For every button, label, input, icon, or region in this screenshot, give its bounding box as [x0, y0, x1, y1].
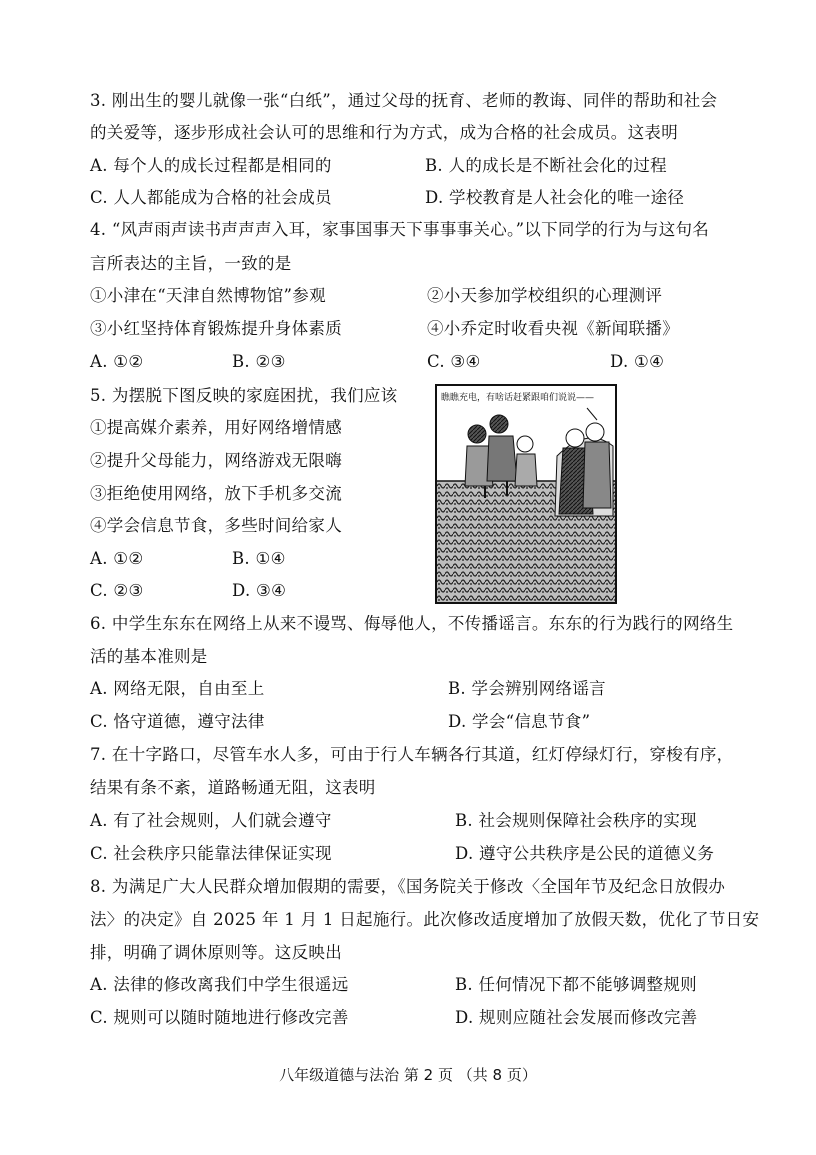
q5-item-2: ②提升父母能力，网络游戏无限嗨: [90, 451, 342, 470]
q4-option-b[interactable]: B. ②③: [232, 352, 286, 371]
q5-option-c[interactable]: C. ②③: [90, 581, 144, 600]
q8-stem-line3: 排，明确了调休原则等。这反映出: [90, 943, 342, 962]
page-footer: 八年级道德与法治 第 2 页 （共 8 页）: [279, 1066, 537, 1084]
q4-option-a[interactable]: A. ①②: [90, 352, 144, 371]
q5-option-d[interactable]: D. ③④: [232, 581, 287, 600]
q4-item-4: ④小乔定时收看央视《新闻联播》: [427, 319, 679, 338]
q5-option-a[interactable]: A. ①②: [90, 549, 144, 568]
q6-option-b[interactable]: B. 学会辨别网络谣言: [448, 679, 606, 698]
q6-stem-line1: 6. 中学生东东在网络上从来不谩骂、侮辱他人，不传播谣言。东东的行为践行的网络生: [90, 614, 734, 633]
q6-option-a[interactable]: A. 网络无限，自由至上: [90, 679, 265, 698]
q3-stem-line2: 的关爱等，逐步形成社会认可的思维和行为方式，成为合格的社会成员。这表明: [90, 123, 678, 142]
q7-stem-line1: 7. 在十字路口，尽管车水人多，可由于行人车辆各行其道，红灯停绿灯行，穿梭有序，: [90, 745, 734, 764]
q5-stem-line1: 5. 为摆脱下图反映的家庭困扰，我们应该: [90, 386, 398, 405]
q7-option-c[interactable]: C. 社会秩序只能靠法律保证实现: [90, 844, 332, 863]
q5-item-1: ①提高媒介素养，用好网络增情感: [90, 418, 342, 437]
cartoon-drawing: [437, 386, 615, 602]
q7-stem-line2: 结果有条不紊，道路畅通无阻，这表明: [90, 778, 376, 797]
q4-option-c[interactable]: C. ③④: [427, 352, 481, 371]
q3-option-b[interactable]: B. 人的成长是不断社会化的过程: [425, 156, 667, 175]
q5-item-3: ③拒绝使用网络，放下手机多交流: [90, 484, 342, 503]
q3-option-a[interactable]: A. 每个人的成长过程都是相同的: [90, 156, 332, 175]
q6-option-d[interactable]: D. 学会“信息节食”: [448, 712, 591, 731]
q8-option-a[interactable]: A. 法律的修改离我们中学生很遥远: [90, 975, 349, 994]
q3-option-c[interactable]: C. 人人都能成为合格的社会成员: [90, 188, 332, 207]
q8-option-c[interactable]: C. 规则可以随时随地进行修改完善: [90, 1008, 349, 1027]
q5-option-b[interactable]: B. ①④: [232, 549, 286, 568]
q7-option-b[interactable]: B. 社会规则保障社会秩序的实现: [455, 811, 697, 830]
q7-option-d[interactable]: D. 遵守公共秩序是公民的道德义务: [455, 844, 715, 863]
q4-option-d[interactable]: D. ①④: [610, 352, 665, 371]
cartoon-caption: 瞧瞧充电，有啥话赶紧跟咱们说说——: [441, 393, 595, 403]
q3-option-d[interactable]: D. 学校教育是人社会化的唯一途径: [425, 188, 685, 207]
q4-stem-line1: 4. “风声雨声读书声声声入耳，家事国事天下事事事关心。”以下同学的行为与这句名: [90, 220, 710, 239]
q4-item-3: ③小红坚持体育锻炼提升身体素质: [90, 319, 342, 338]
q5-item-4: ④学会信息节食，多些时间给家人: [90, 516, 342, 535]
q6-stem-line2: 活的基本准则是: [90, 647, 208, 666]
q4-item-1: ①小津在“天津自然博物馆”参观: [90, 286, 326, 305]
q8-stem-line1: 8. 为满足广大人民群众增加假期的需要，《国务院关于修改〈全国年节及纪念日放假办: [90, 877, 726, 896]
q6-option-c[interactable]: C. 恪守道德，遵守法律: [90, 712, 265, 731]
q8-stem-line2: 法〉的决定》自 2025 年 1 月 1 日起施行。此次修改适度增加了放假天数，优化了节日安: [90, 910, 760, 929]
q4-item-2: ②小天参加学校组织的心理测评: [427, 286, 663, 305]
q8-option-d[interactable]: D. 规则应随社会发展而修改完善: [455, 1008, 698, 1027]
q7-option-a[interactable]: A. 有了社会规则，人们就会遵守: [90, 811, 332, 830]
q4-stem-line2: 言所表达的主旨，一致的是: [90, 254, 292, 273]
family-cartoon-image: [435, 384, 617, 604]
q3-stem-line1: 3. 刚出生的婴儿就像一张“白纸”，通过父母的抚育、老师的教诲、同伴的帮助和社会: [90, 91, 718, 110]
q8-option-b[interactable]: B. 任何情况下都不能够调整规则: [455, 975, 697, 994]
